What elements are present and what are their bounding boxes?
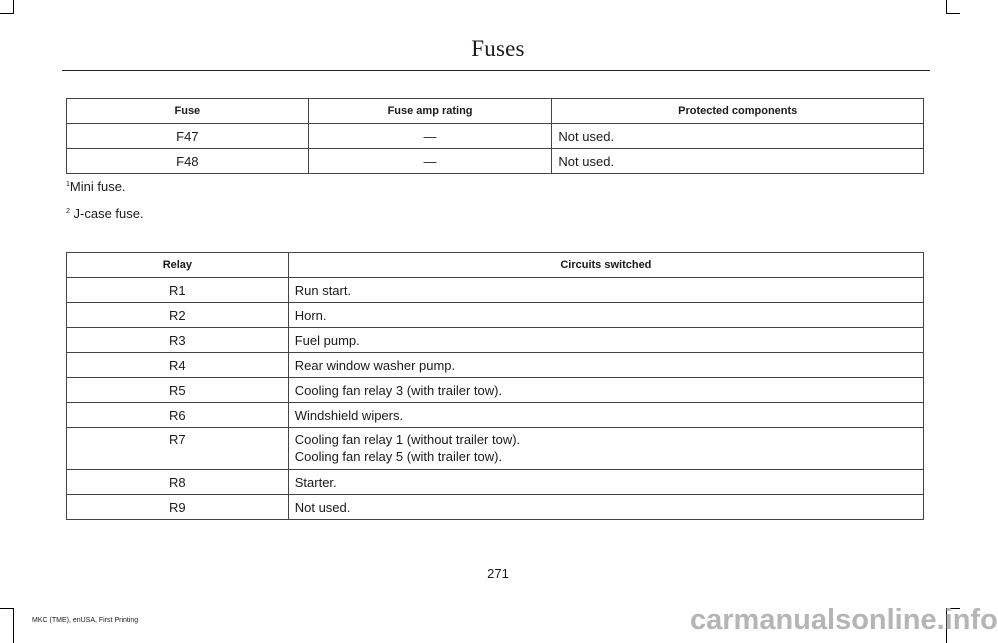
- table-row: [67, 149, 924, 174]
- table-row: [67, 495, 924, 520]
- crop-mark-top-left: [13, 0, 14, 14]
- circuit-cell: Run start.: [288, 278, 923, 303]
- amp-rating-cell: —: [308, 149, 552, 174]
- table-row: [67, 470, 924, 495]
- crop-mark-bottom-left: [0, 608, 14, 609]
- table-row: [67, 403, 924, 428]
- crop-mark-bottom-left: [13, 608, 14, 643]
- protected-component-cell: Not used.: [552, 124, 924, 149]
- fuse-id-cell: F47: [67, 124, 309, 149]
- table-row: [67, 278, 924, 303]
- circuit-line: Cooling fan relay 5 (with trailer tow).: [294, 449, 503, 464]
- relay-id-cell: R5: [67, 378, 289, 403]
- table-row: [67, 124, 924, 149]
- circuit-cell: Rear window washer pump.: [288, 353, 923, 378]
- relay-id-cell: R9: [67, 495, 289, 520]
- relay-table: [66, 252, 924, 520]
- footnote: [66, 206, 144, 221]
- protected-component-cell: Not used.: [552, 149, 924, 174]
- page-number: 271: [487, 566, 509, 581]
- table-row: [67, 378, 924, 403]
- fuse-id-cell: F48: [67, 149, 309, 174]
- column-header-fuse: Fuse: [67, 99, 309, 124]
- table-row: [67, 303, 924, 328]
- table-row: [67, 353, 924, 378]
- circuit-cell: Fuel pump.: [288, 328, 923, 353]
- circuit-cell: [288, 428, 923, 470]
- relay-id-cell: R4: [67, 353, 289, 378]
- column-header-amp-rating: Fuse amp rating: [308, 99, 552, 124]
- watermark: carmanualsonline.info: [690, 604, 998, 636]
- table-row: [67, 428, 924, 470]
- column-header-circuits-switched: Circuits switched: [288, 253, 923, 278]
- table-header-row: [67, 253, 924, 278]
- title-divider: [62, 70, 930, 71]
- relay-id-cell: R8: [67, 470, 289, 495]
- document-id: MKC (TME), enUSA, First Printing: [32, 617, 139, 624]
- column-header-protected-components: Protected components: [552, 99, 924, 124]
- crop-mark-top-right: [946, 13, 960, 14]
- relay-id-cell: R1: [67, 278, 289, 303]
- crop-mark-top-left: [0, 13, 14, 14]
- page-title: Fuses: [471, 36, 525, 61]
- relay-id-cell: R3: [67, 328, 289, 353]
- amp-rating-cell: —: [308, 124, 552, 149]
- table-row: [67, 328, 924, 353]
- footnote-text: Mini fuse.: [69, 179, 126, 194]
- circuit-line: Cooling fan relay 1 (without trailer tow).: [294, 432, 521, 447]
- circuit-cell: Windshield wipers.: [288, 403, 923, 428]
- relay-id-cell: R6: [67, 403, 289, 428]
- circuit-cell: Not used.: [288, 495, 923, 520]
- footnote-marker: 1: [66, 181, 70, 188]
- relay-id-cell: R7: [67, 428, 289, 470]
- crop-mark-top-right: [946, 0, 947, 14]
- column-header-relay: Relay: [67, 253, 289, 278]
- table-header-row: [67, 99, 924, 124]
- circuit-cell: Cooling fan relay 3 (with trailer tow).: [288, 378, 923, 403]
- fuse-table: [66, 98, 924, 174]
- relay-id-cell: R2: [67, 303, 289, 328]
- footnote: [66, 179, 126, 194]
- circuit-cell: Starter.: [288, 470, 923, 495]
- footnote-marker: 2: [66, 208, 70, 215]
- circuit-cell: Horn.: [288, 303, 923, 328]
- footnote-text: J-case fuse.: [69, 206, 144, 221]
